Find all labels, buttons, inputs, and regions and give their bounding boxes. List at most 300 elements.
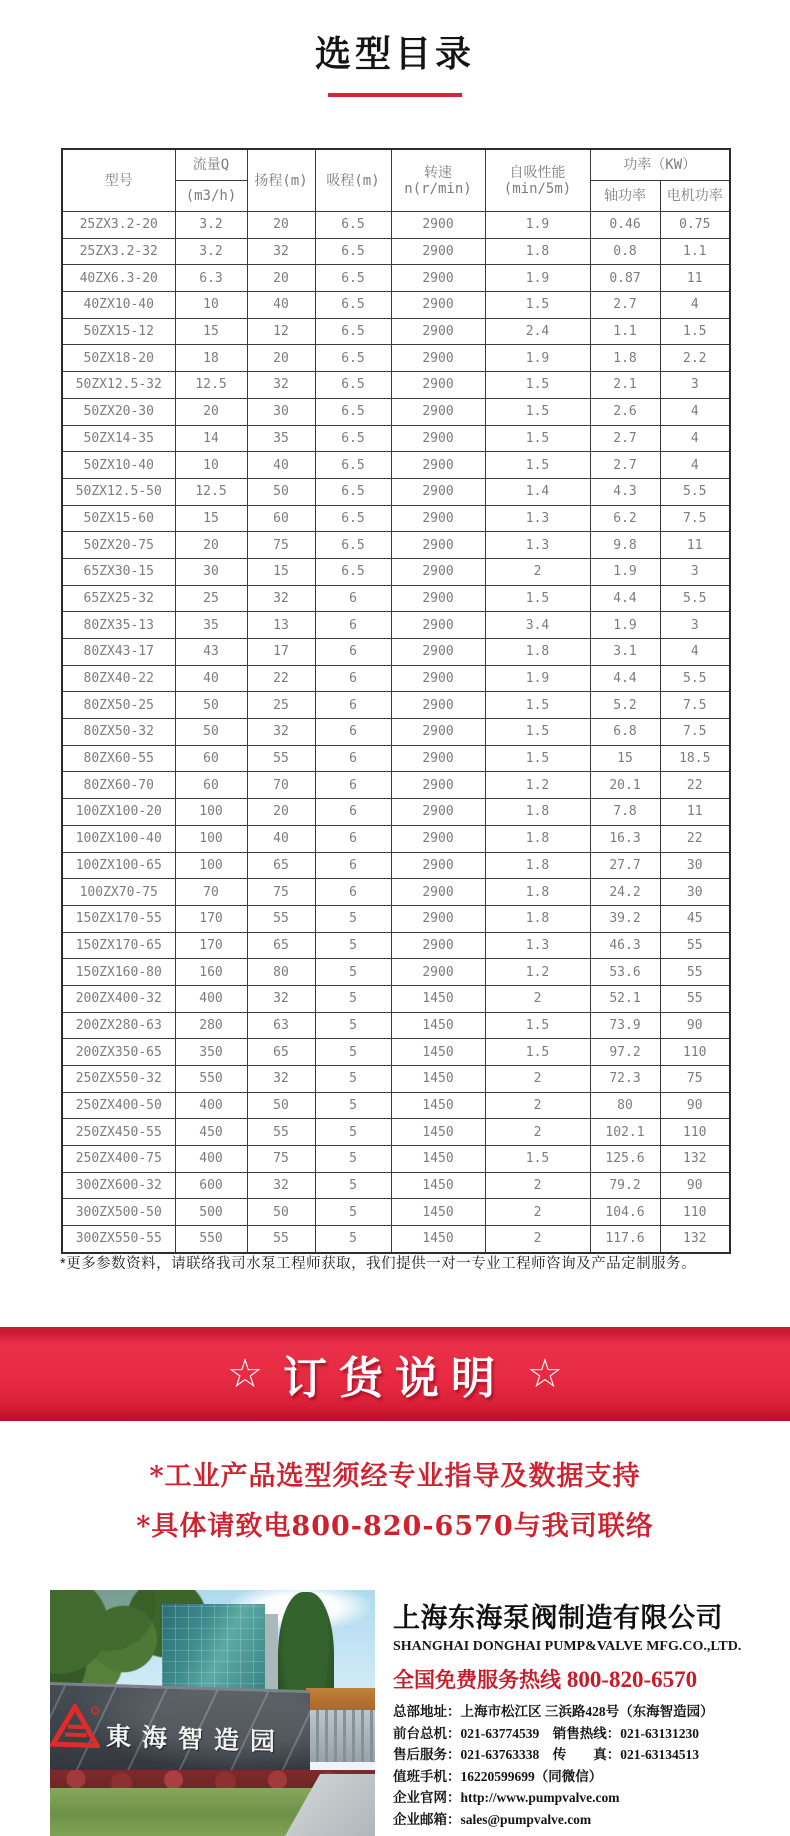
- table-cell: 1.9: [485, 665, 590, 692]
- col-header-selfprime-line2: (min/5m): [503, 180, 572, 197]
- hotline-number: 800-820-6570: [566, 1667, 698, 1692]
- table-cell: 2900: [391, 478, 485, 505]
- table-cell: 5: [315, 1199, 391, 1226]
- table-cell: 5: [315, 1172, 391, 1199]
- table-cell: 6.5: [315, 425, 391, 452]
- table-cell: 32: [247, 1066, 315, 1093]
- table-cell: 6: [315, 799, 391, 826]
- table-cell: 65: [247, 852, 315, 879]
- table-cell: 50: [175, 719, 247, 746]
- table-row: [62, 345, 730, 372]
- table-cell: 2: [485, 1172, 590, 1199]
- table-cell: 2900: [391, 345, 485, 372]
- table-cell: 80ZX50-25: [62, 692, 175, 719]
- table-cell: 100: [175, 852, 247, 879]
- table-cell: 17: [247, 639, 315, 666]
- table-cell: 16.3: [590, 825, 660, 852]
- table-cell: 80ZX35-13: [62, 612, 175, 639]
- star-right-icon: ☆: [527, 1352, 563, 1396]
- table-cell: 2: [485, 1066, 590, 1093]
- table-cell: 0.46: [590, 212, 660, 239]
- table-cell: 35: [247, 425, 315, 452]
- table-cell: 50ZX12.5-32: [62, 372, 175, 399]
- table-cell: 3: [660, 558, 730, 585]
- table-cell: 70: [175, 879, 247, 906]
- table-cell: 2900: [391, 772, 485, 799]
- table-cell: 300ZX550-55: [62, 1226, 175, 1253]
- table-row: [62, 532, 730, 559]
- table-cell: 1.9: [485, 345, 590, 372]
- table-cell: 102.1: [590, 1119, 660, 1146]
- table-cell: 22: [660, 772, 730, 799]
- table-row: [62, 825, 730, 852]
- table-cell: 6.5: [315, 345, 391, 372]
- table-cell: 20: [175, 532, 247, 559]
- table-cell: 1.5: [485, 398, 590, 425]
- table-cell: 2: [485, 558, 590, 585]
- notice-line-1: *工业产品选型须经专业指导及数据支持: [149, 1461, 641, 1492]
- table-cell: 5.2: [590, 692, 660, 719]
- table-cell: 1.5: [660, 318, 730, 345]
- table-cell: 1450: [391, 1226, 485, 1253]
- table-cell: 104.6: [590, 1199, 660, 1226]
- table-cell: 15: [590, 745, 660, 772]
- table-row: [62, 425, 730, 452]
- table-cell: 150ZX160-80: [62, 959, 175, 986]
- notice-block: [0, 1452, 790, 1552]
- table-cell: 50ZX20-30: [62, 398, 175, 425]
- table-cell: 6: [315, 745, 391, 772]
- table-cell: 35: [175, 612, 247, 639]
- table-cell: 1.3: [485, 532, 590, 559]
- table-cell: 52.1: [590, 985, 660, 1012]
- table-cell: 6: [315, 719, 391, 746]
- table-cell: 27.7: [590, 852, 660, 879]
- table-cell: 32: [247, 1172, 315, 1199]
- factory-photo: [50, 1590, 375, 1836]
- table-cell: 1450: [391, 1146, 485, 1173]
- table-cell: 1.3: [485, 505, 590, 532]
- table-cell: 5: [315, 985, 391, 1012]
- table-cell: 5.5: [660, 585, 730, 612]
- table-footnote: *更多参数资料，请联络我司水泵工程师获取，我们提供一对一专业工程师咨询及产品定制服务。: [60, 1256, 697, 1272]
- contact-after-sales: 售后服务：021-63763338 传 真：021-63134513: [393, 1747, 699, 1762]
- table-cell: 5: [315, 959, 391, 986]
- col-header-model: 型号: [62, 149, 175, 212]
- table-cell: 11: [660, 265, 730, 292]
- table-cell: 5.5: [660, 478, 730, 505]
- table-cell: 6.5: [315, 478, 391, 505]
- table-cell: 5: [315, 1146, 391, 1173]
- table-cell: 6.3: [175, 265, 247, 292]
- table-cell: 46.3: [590, 932, 660, 959]
- table-cell: 40ZX6.3-20: [62, 265, 175, 292]
- table-cell: 4: [660, 639, 730, 666]
- table-cell: 350: [175, 1039, 247, 1066]
- table-cell: 2900: [391, 905, 485, 932]
- table-cell: 2: [485, 1226, 590, 1253]
- table-cell: 200ZX400-32: [62, 985, 175, 1012]
- table-row: [62, 745, 730, 772]
- table-cell: 7.5: [660, 719, 730, 746]
- table-cell: 2900: [391, 825, 485, 852]
- table-cell: 100ZX100-20: [62, 799, 175, 826]
- table-cell: 2900: [391, 612, 485, 639]
- contact-mobile: 值班手机：16220599699（同微信）: [393, 1768, 603, 1784]
- table-cell: 2900: [391, 932, 485, 959]
- table-cell: 7.8: [590, 799, 660, 826]
- table-cell: 75: [660, 1066, 730, 1093]
- table-cell: 2.2: [660, 345, 730, 372]
- table-cell: 40: [175, 665, 247, 692]
- table-cell: 1450: [391, 1119, 485, 1146]
- star-left-icon: ☆: [227, 1352, 263, 1396]
- table-cell: 1.5: [485, 692, 590, 719]
- table-cell: 1.8: [485, 905, 590, 932]
- table-row: [62, 932, 730, 959]
- table-cell: 1450: [391, 1092, 485, 1119]
- table-cell: 2900: [391, 852, 485, 879]
- table-row: [62, 639, 730, 666]
- table-cell: 50ZX14-35: [62, 425, 175, 452]
- table-cell: 2900: [391, 505, 485, 532]
- col-header-speed-line2: n(r/min): [404, 180, 472, 197]
- table-cell: 1.8: [485, 852, 590, 879]
- table-cell: 15: [175, 505, 247, 532]
- pump-spec-table: [61, 148, 731, 1254]
- table-cell: 10: [175, 292, 247, 319]
- table-cell: 160: [175, 959, 247, 986]
- table-cell: 1450: [391, 1066, 485, 1093]
- table-cell: 6.5: [315, 372, 391, 399]
- table-cell: 1450: [391, 1012, 485, 1039]
- table-cell: 55: [247, 1119, 315, 1146]
- table-cell: 15: [247, 558, 315, 585]
- table-cell: 10: [175, 452, 247, 479]
- table-row: [62, 478, 730, 505]
- company-info: [393, 1596, 755, 1830]
- table-cell: 5: [315, 1226, 391, 1253]
- table-cell: 20: [247, 345, 315, 372]
- table-cell: 6: [315, 879, 391, 906]
- table-cell: 2.7: [590, 425, 660, 452]
- table-cell: 40: [247, 292, 315, 319]
- col-header-selfprime-line1: 自吸性能: [509, 164, 566, 181]
- table-cell: 2.4: [485, 318, 590, 345]
- table-cell: 20: [247, 265, 315, 292]
- table-cell: 50: [175, 692, 247, 719]
- table-cell: 1450: [391, 1199, 485, 1226]
- col-header-selfprime: [485, 149, 590, 212]
- table-row: [62, 985, 730, 1012]
- table-cell: 125.6: [590, 1146, 660, 1173]
- table-cell: 97.2: [590, 1039, 660, 1066]
- table-cell: 1.1: [590, 318, 660, 345]
- table-cell: 9.8: [590, 532, 660, 559]
- table-cell: 550: [175, 1066, 247, 1093]
- table-cell: 6.5: [315, 558, 391, 585]
- table-cell: 1.5: [485, 719, 590, 746]
- table-cell: 1.5: [485, 745, 590, 772]
- table-cell: 2900: [391, 959, 485, 986]
- table-cell: 2900: [391, 212, 485, 239]
- table-cell: 1.1: [660, 238, 730, 265]
- table-cell: 55: [247, 905, 315, 932]
- table-cell: 79.2: [590, 1172, 660, 1199]
- table-cell: 50ZX20-75: [62, 532, 175, 559]
- table-cell: 0.87: [590, 265, 660, 292]
- table-cell: 80: [247, 959, 315, 986]
- table-cell: 3.4: [485, 612, 590, 639]
- table-cell: 20: [247, 212, 315, 239]
- table-cell: 80ZX40-22: [62, 665, 175, 692]
- table-cell: 1.5: [485, 1012, 590, 1039]
- contact-website: 企业官网：http://www.pumpvalve.com: [393, 1790, 620, 1805]
- table-cell: 80ZX60-55: [62, 745, 175, 772]
- table-cell: 2: [485, 1119, 590, 1146]
- table-cell: 65ZX25-32: [62, 585, 175, 612]
- col-header-power-group: 功率（KW）: [590, 149, 730, 181]
- table-row: [62, 1172, 730, 1199]
- table-cell: 53.6: [590, 959, 660, 986]
- table-cell: 1.8: [590, 345, 660, 372]
- table-cell: 6: [315, 772, 391, 799]
- table-cell: 25: [175, 585, 247, 612]
- table-cell: 110: [660, 1119, 730, 1146]
- table-row: [62, 1012, 730, 1039]
- table-cell: 550: [175, 1226, 247, 1253]
- donghai-logo-icon: [50, 1703, 100, 1751]
- table-cell: 65ZX30-15: [62, 558, 175, 585]
- table-cell: 100ZX100-65: [62, 852, 175, 879]
- table-cell: 80ZX43-17: [62, 639, 175, 666]
- table-cell: 30: [175, 558, 247, 585]
- table-cell: 1.8: [485, 238, 590, 265]
- table-cell: 55: [247, 1226, 315, 1253]
- col-header-head: 扬程(m): [247, 149, 315, 212]
- table-cell: 1.9: [485, 265, 590, 292]
- table-cell: 32: [247, 719, 315, 746]
- table-cell: 100: [175, 799, 247, 826]
- table-cell: 32: [247, 238, 315, 265]
- table-cell: 1.2: [485, 772, 590, 799]
- table-cell: 1.9: [485, 212, 590, 239]
- table-cell: 6.5: [315, 212, 391, 239]
- table-cell: 2900: [391, 879, 485, 906]
- table-cell: 2900: [391, 585, 485, 612]
- table-cell: 60: [247, 505, 315, 532]
- page-title: 选型目录: [314, 33, 475, 74]
- table-row: [62, 905, 730, 932]
- table-cell: 7.5: [660, 505, 730, 532]
- table-cell: 4: [660, 292, 730, 319]
- col-header-motor-power: 电机功率: [660, 181, 730, 212]
- table-cell: 6: [315, 665, 391, 692]
- table-row: [62, 879, 730, 906]
- table-cell: 50: [247, 1092, 315, 1119]
- table-cell: 20.1: [590, 772, 660, 799]
- table-row: [62, 1199, 730, 1226]
- table-cell: 30: [660, 852, 730, 879]
- table-cell: 39.2: [590, 905, 660, 932]
- table-cell: 2900: [391, 452, 485, 479]
- table-cell: 2: [485, 1092, 590, 1119]
- table-cell: 11: [660, 532, 730, 559]
- table-row: [62, 959, 730, 986]
- table-cell: 2900: [391, 692, 485, 719]
- table-row: [62, 1146, 730, 1173]
- table-cell: 1.5: [485, 425, 590, 452]
- table-cell: 90: [660, 1092, 730, 1119]
- table-cell: 75: [247, 532, 315, 559]
- table-cell: 2900: [391, 532, 485, 559]
- table-cell: 6: [315, 585, 391, 612]
- table-cell: 3: [660, 612, 730, 639]
- table-cell: 24.2: [590, 879, 660, 906]
- photo-sign-wall: [50, 1682, 310, 1783]
- table-row: [62, 852, 730, 879]
- table-cell: 0.75: [660, 212, 730, 239]
- table-cell: 5: [315, 1012, 391, 1039]
- table-cell: 73.9: [590, 1012, 660, 1039]
- contact-address: 总部地址：上海市松江区 三浜路428号（东海智造园）: [393, 1704, 714, 1719]
- table-cell: 6.5: [315, 452, 391, 479]
- table-cell: 100ZX70-75: [62, 879, 175, 906]
- table-cell: 400: [175, 1092, 247, 1119]
- table-cell: 250ZX450-55: [62, 1119, 175, 1146]
- table-cell: 72.3: [590, 1066, 660, 1093]
- table-cell: 1.5: [485, 585, 590, 612]
- table-row: [62, 212, 730, 239]
- table-cell: 22: [247, 665, 315, 692]
- table-cell: 4: [660, 452, 730, 479]
- table-cell: 5: [315, 1119, 391, 1146]
- title-underline: [328, 93, 462, 97]
- table-cell: 12: [247, 318, 315, 345]
- table-cell: 75: [247, 1146, 315, 1173]
- table-cell: 4.4: [590, 585, 660, 612]
- table-row: [62, 452, 730, 479]
- table-cell: 117.6: [590, 1226, 660, 1253]
- col-header-flow-unit: (m3/h): [175, 181, 247, 212]
- table-cell: 3: [660, 372, 730, 399]
- table-cell: 1.8: [485, 639, 590, 666]
- table-cell: 55: [660, 985, 730, 1012]
- table-cell: 3.2: [175, 212, 247, 239]
- table-cell: 1.9: [590, 612, 660, 639]
- table-cell: 22: [660, 825, 730, 852]
- table-row: [62, 372, 730, 399]
- table-cell: 1450: [391, 1039, 485, 1066]
- photo-sign-text: 東海智造园: [106, 1721, 287, 1757]
- table-cell: 4: [660, 398, 730, 425]
- table-cell: 400: [175, 1146, 247, 1173]
- table-cell: 250ZX400-50: [62, 1092, 175, 1119]
- table-cell: 40: [247, 825, 315, 852]
- table-cell: 70: [247, 772, 315, 799]
- table-cell: 2900: [391, 372, 485, 399]
- table-cell: 5: [315, 1066, 391, 1093]
- table-cell: 30: [247, 398, 315, 425]
- order-banner: [0, 1327, 790, 1421]
- table-cell: 5.5: [660, 665, 730, 692]
- table-cell: 43: [175, 639, 247, 666]
- table-cell: 2.7: [590, 292, 660, 319]
- service-hotline: [393, 1664, 755, 1694]
- table-cell: 2.7: [590, 452, 660, 479]
- table-cell: 6.5: [315, 398, 391, 425]
- table-cell: 1450: [391, 985, 485, 1012]
- table-cell: 7.5: [660, 692, 730, 719]
- table-cell: 150ZX170-55: [62, 905, 175, 932]
- table-cell: 200ZX350-65: [62, 1039, 175, 1066]
- table-cell: 55: [660, 959, 730, 986]
- table-cell: 32: [247, 585, 315, 612]
- table-cell: 1.5: [485, 292, 590, 319]
- spec-table-body: [62, 212, 730, 1253]
- table-cell: 25ZX3.2-20: [62, 212, 175, 239]
- table-cell: 5: [315, 905, 391, 932]
- table-cell: 3.2: [175, 238, 247, 265]
- table-cell: 1.9: [590, 558, 660, 585]
- table-cell: 11: [660, 799, 730, 826]
- table-cell: 32: [247, 372, 315, 399]
- table-cell: 150ZX170-65: [62, 932, 175, 959]
- table-cell: 13: [247, 612, 315, 639]
- table-cell: 132: [660, 1146, 730, 1173]
- table-row: [62, 585, 730, 612]
- table-cell: 110: [660, 1199, 730, 1226]
- table-cell: 6.8: [590, 719, 660, 746]
- table-cell: 50: [247, 478, 315, 505]
- table-cell: 3.1: [590, 639, 660, 666]
- table-cell: 132: [660, 1226, 730, 1253]
- table-cell: 60: [175, 745, 247, 772]
- table-row: [62, 558, 730, 585]
- company-name-cn: 上海东海泵阀制造有限公司: [393, 1603, 723, 1633]
- table-cell: 80ZX60-70: [62, 772, 175, 799]
- contact-lines: [393, 1701, 755, 1830]
- table-cell: 2900: [391, 745, 485, 772]
- col-header-speed: [391, 149, 485, 212]
- contact-front-desk: 前台总机：021-63774539 销售热线：021-63131230: [393, 1725, 699, 1741]
- table-cell: 1.5: [485, 372, 590, 399]
- table-cell: 2.6: [590, 398, 660, 425]
- table-cell: 80: [590, 1092, 660, 1119]
- table-cell: 6: [315, 825, 391, 852]
- table-cell: 1450: [391, 1172, 485, 1199]
- table-cell: 1.4: [485, 478, 590, 505]
- table-cell: 6: [315, 692, 391, 719]
- table-cell: 50ZX15-60: [62, 505, 175, 532]
- contact-email: 企业邮箱：sales@pumpvalve.com: [393, 1811, 592, 1827]
- table-cell: 300ZX500-50: [62, 1199, 175, 1226]
- table-cell: 200ZX280-63: [62, 1012, 175, 1039]
- table-cell: 32: [247, 985, 315, 1012]
- table-cell: 20: [247, 799, 315, 826]
- table-row: [62, 692, 730, 719]
- table-cell: 6.5: [315, 238, 391, 265]
- table-cell: 1.2: [485, 959, 590, 986]
- table-cell: 6: [315, 639, 391, 666]
- table-header: [62, 149, 730, 212]
- table-cell: 6: [315, 852, 391, 879]
- table-cell: 5: [315, 1039, 391, 1066]
- table-cell: 65: [247, 932, 315, 959]
- table-row: [62, 1226, 730, 1253]
- table-cell: 25: [247, 692, 315, 719]
- col-header-flow: 流量Q: [175, 149, 247, 181]
